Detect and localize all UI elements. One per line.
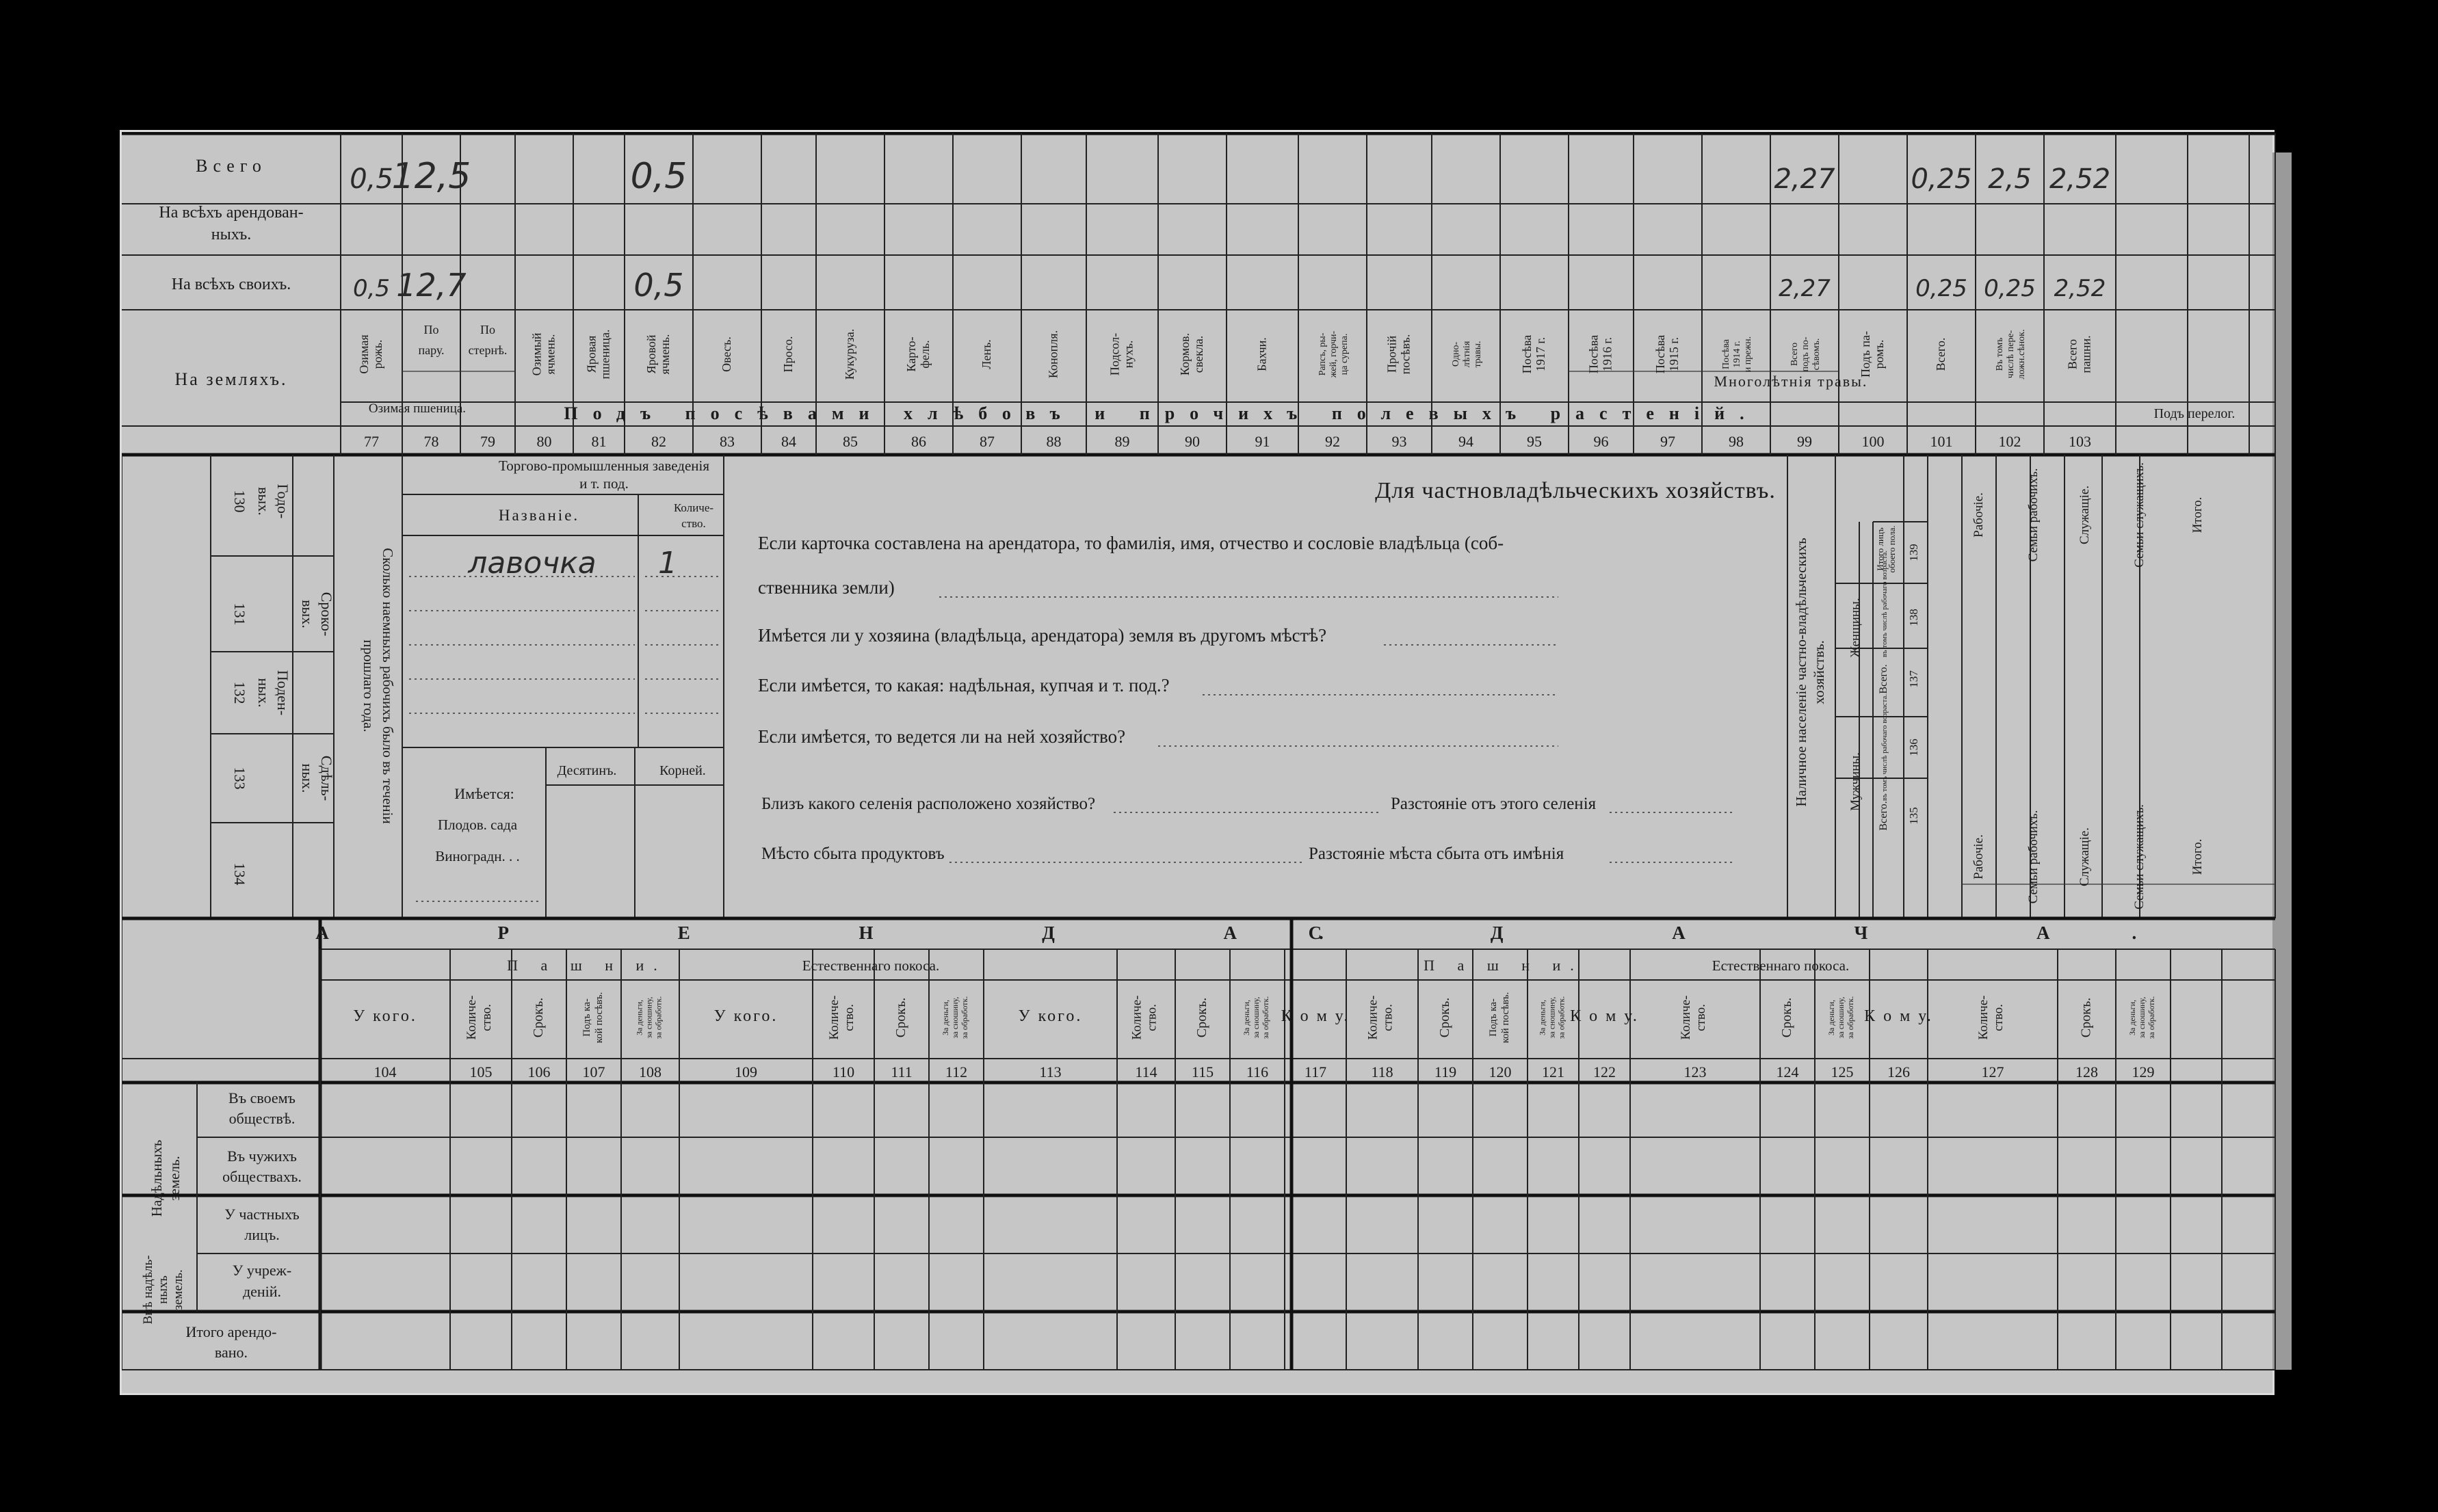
crop-header-27-line2: пашни. xyxy=(2079,335,2093,373)
crop-header-10-line2: фель. xyxy=(918,340,932,369)
bottom-header-9-line2: за сношину, xyxy=(950,996,960,1039)
card-form xyxy=(122,132,2277,1397)
workers-num-130: 130 xyxy=(231,490,248,513)
bottom-col-number-120: 120 xyxy=(1489,1063,1512,1080)
bottom-col-number-104: 104 xyxy=(373,1063,397,1080)
private-q3: Если имѣется, то какая: надѣльная, купчая и т. под.? xyxy=(758,675,1170,695)
workers-num-133: 133 xyxy=(231,767,248,790)
bottom-header-17-line1: Подъ ка- xyxy=(1488,998,1499,1037)
pop-num-137: 137 xyxy=(1907,670,1920,688)
private-q5a: Близъ какого селенія расположено хозяйство? xyxy=(761,795,1096,813)
bottom-header-26-line1: За деньги, xyxy=(2127,999,2137,1036)
trade-korney: Корней. xyxy=(659,763,706,778)
bottom-col-number-106: 106 xyxy=(527,1063,551,1080)
crop-header-21-line1: Посѣва xyxy=(1653,334,1667,374)
pop-itogo-1: Итого лицъ xyxy=(1875,527,1885,571)
pop-col-bottom-1: Рабочіе. xyxy=(1971,834,1986,879)
pop-col-top-5: Итого. xyxy=(2190,496,2205,533)
bottom-table-grid xyxy=(122,918,2275,1370)
top-col-number-84: 84 xyxy=(781,433,796,450)
sdacha-pokos: Естественнаго покоса. xyxy=(1712,957,1850,974)
crop-header-23-line3: сѣвомъ. xyxy=(1811,338,1822,371)
crop-header-17-line2: посѣвъ. xyxy=(1398,334,1413,375)
private-q2: Имѣется ли у хозяина (владѣльца, арендатора) земля въ другомъ мѣстѣ? xyxy=(758,625,1327,646)
row3-a: У частныхъ xyxy=(224,1206,300,1223)
bottom-col-number-117: 117 xyxy=(1304,1063,1327,1080)
top-col-number-85: 85 xyxy=(843,433,858,450)
bottom-header-3: Срокъ. xyxy=(531,997,546,1038)
top-col-number-99: 99 xyxy=(1797,433,1812,450)
pop-col-top-4: Семьи служащихъ. xyxy=(2132,462,2147,568)
bottom-col-number-112: 112 xyxy=(945,1063,968,1080)
top-col-number-83: 83 xyxy=(720,433,735,450)
row1-a: Въ своемъ xyxy=(228,1089,296,1106)
pop-col-bottom-5: Итого. xyxy=(2190,838,2205,875)
bottom-header-14: К о м у. xyxy=(1281,1007,1350,1025)
crop-header-9-line1: Кукуруза. xyxy=(843,328,856,380)
pop-col-top-3: Служащіе. xyxy=(2077,485,2092,545)
bottom-col-number-111: 111 xyxy=(891,1063,913,1080)
bottom-col-number-123: 123 xyxy=(1683,1063,1707,1080)
workers-question-1: Сколько наемныхъ рабочихъ было въ теченіи xyxy=(380,548,396,824)
pop-num-135: 135 xyxy=(1907,807,1920,825)
row-label-arend-2: ныхъ. xyxy=(211,226,252,243)
trade-title-1: Торгово-промышленныя заведенія xyxy=(499,457,709,474)
workers-sdelnykh-1: Сдѣль- xyxy=(318,755,335,801)
bottom-col-number-126: 126 xyxy=(1887,1063,1910,1080)
crop-header-2-line1: По xyxy=(423,323,439,336)
top-col-number-81: 81 xyxy=(591,433,607,450)
crop-header-19-line2: 1917 г. xyxy=(1534,336,1547,372)
bottom-header-8: Срокъ. xyxy=(893,997,908,1038)
bottom-header-24-line1: Количе- xyxy=(1976,995,1991,1040)
bottom-col-number-119: 119 xyxy=(1434,1063,1457,1080)
crop-header-27-line1: Всего xyxy=(2065,339,2080,370)
row-label-arend-1: На всѣхъ арендован- xyxy=(159,204,304,222)
trade-entry-name: лавочка xyxy=(468,546,597,581)
vnenadel-2: ныхъ xyxy=(156,1275,170,1304)
crop-header-6-line2: ячмень. xyxy=(658,334,672,375)
pop-col-top-1: Рабочіе. xyxy=(1971,492,1986,538)
trade-block xyxy=(435,457,713,864)
row4-b: деній. xyxy=(242,1283,282,1300)
trade-desyatin: Десятинъ. xyxy=(557,763,617,778)
bottom-header-16: Срокъ. xyxy=(1437,997,1452,1038)
sdacha-title: С Д А Ч А. xyxy=(1308,923,2219,943)
bottom-col-number-108: 108 xyxy=(639,1063,661,1080)
pop-title-1: Наличное населеніе частно-владѣльческихъ xyxy=(1793,538,1809,807)
crop-header-11-line1: Ленъ. xyxy=(980,339,993,369)
top-col-number-78: 78 xyxy=(423,433,439,450)
crop-header-5-line2: пшеница. xyxy=(598,329,612,380)
hw-svoikh-6: 0,25 xyxy=(1984,275,2036,302)
bottom-col-number-121: 121 xyxy=(1542,1063,1564,1080)
crop-header-18-line1: Одно- xyxy=(1451,341,1461,367)
private-q1b: ственника земли) xyxy=(758,577,895,598)
row-label-svoikh: На всѣхъ своихъ. xyxy=(171,276,291,293)
row3-b: лицъ. xyxy=(244,1226,280,1243)
bottom-header-7-line1: Количе- xyxy=(827,995,841,1040)
top-col-number-82: 82 xyxy=(651,433,666,450)
crop-header-20-line2: 1916 г. xyxy=(1600,336,1614,372)
top-col-number-92: 92 xyxy=(1325,433,1340,450)
crop-header-16-line1: Рапсъ, ры- xyxy=(1318,332,1328,376)
bottom-header-11-line2: ство. xyxy=(1144,1004,1159,1031)
hw-vsego-1: 0,5 xyxy=(350,163,393,195)
bottom-header-20-line2: ство. xyxy=(1694,1004,1708,1031)
bottom-header-11-line1: Количе- xyxy=(1129,995,1144,1040)
bottom-header-1: У кого. xyxy=(353,1007,417,1025)
row5-a: Итого арендо- xyxy=(185,1323,277,1340)
pop-m-vsego: Всего. xyxy=(1878,801,1889,831)
pop-col-bottom-4: Семьи служащихъ. xyxy=(2132,804,2147,910)
top-col-number-96: 96 xyxy=(1593,433,1609,450)
crop-header-25-line1: Всего. xyxy=(1934,337,1948,371)
bottom-column-numbers xyxy=(374,1063,2155,1080)
bottom-col-number-107: 107 xyxy=(582,1063,605,1080)
bottom-header-24-line2: ство. xyxy=(1991,1004,2006,1031)
top-col-number-79: 79 xyxy=(480,433,495,450)
bottom-col-number-115: 115 xyxy=(1191,1063,1214,1080)
bottom-header-13-line3: за обработк. xyxy=(1261,996,1270,1039)
bottom-col-number-110: 110 xyxy=(832,1063,855,1080)
bottom-header-13-line2: за сношину, xyxy=(1251,996,1261,1039)
top-column-numbers xyxy=(364,433,2091,450)
bottom-header-22-line1: За деньги, xyxy=(1826,999,1836,1036)
workers-num-132: 132 xyxy=(231,681,248,704)
bottom-col-number-129: 129 xyxy=(2132,1063,2155,1080)
bottom-header-18-line2: за сношину, xyxy=(1547,996,1557,1039)
crop-header-18-line3: травы. xyxy=(1473,341,1483,368)
workers-num-131: 131 xyxy=(231,602,248,626)
bottom-header-9-line1: За деньги, xyxy=(941,999,950,1036)
top-col-number-87: 87 xyxy=(980,433,995,450)
crop-header-13-line2: нухъ. xyxy=(1121,340,1136,369)
trade-title-2: и т. под. xyxy=(579,475,629,492)
crop-header-14-line1: Кормов. xyxy=(1178,332,1192,376)
bottom-header-9-line3: за обработк. xyxy=(960,996,969,1039)
crop-header-13-line1: Подсол- xyxy=(1107,332,1122,376)
crop-header-16-line3: ца сурепа. xyxy=(1339,333,1350,375)
hw-vsego-3: 0,5 xyxy=(630,156,687,197)
handwritten-top-values xyxy=(350,156,2110,304)
bottom-table-text xyxy=(141,923,2218,1361)
hw-vsego-4: 2,27 xyxy=(1774,163,1835,195)
bottom-header-26-line2: за сношину, xyxy=(2137,996,2147,1039)
crop-header-15-line1: Бахчи. xyxy=(1255,337,1269,371)
crop-header-26-line1: Въ томъ xyxy=(1995,337,2005,371)
bottom-header-18-line1: За деньги, xyxy=(1537,999,1547,1036)
pop-itogo-2: обоего пола. xyxy=(1887,525,1897,573)
top-col-number-103: 103 xyxy=(2069,433,2091,450)
private-title: Для частновладѣльческихъ хозяйствъ. xyxy=(1375,478,1776,503)
top-col-number-101: 101 xyxy=(1930,433,1953,450)
bottom-header-5-line1: За деньги, xyxy=(634,999,644,1036)
pop-col-top-2: Семьи рабочихъ. xyxy=(2026,468,2041,562)
pop-m-rabochego: въ томъ числѣ рабочаго возраста. xyxy=(1880,693,1889,801)
top-col-number-93: 93 xyxy=(1391,433,1407,450)
private-q1a: Если карточка составлена на арендатора, то фамилія, имя, отчество и сословіе владѣльца (соб- xyxy=(758,533,1504,553)
workers-question-2: прошлаго года. xyxy=(361,639,377,732)
crop-header-17-line1: Прочій xyxy=(1385,335,1399,373)
crop-header-3-line1: По xyxy=(480,323,495,336)
trade-entry-qty: 1 xyxy=(658,546,677,581)
crop-header-12-line1: Конопля. xyxy=(1046,330,1060,379)
census-card xyxy=(120,130,2275,1395)
crop-header-10-line1: Карто- xyxy=(904,336,918,372)
top-col-number-95: 95 xyxy=(1527,433,1542,450)
bottom-header-2-line2: ство. xyxy=(480,1004,494,1031)
workers-srokovykh-1: Сроко- xyxy=(318,592,335,637)
top-col-number-97: 97 xyxy=(1660,433,1675,450)
trade-qty-header-1: Количе- xyxy=(673,501,714,514)
bottom-col-number-113: 113 xyxy=(1039,1063,1062,1080)
crop-header-26-line2: числѣ пере- xyxy=(2006,330,2016,379)
crop-header-8-line1: Просо. xyxy=(781,336,795,373)
bottom-header-4-line2: кой посѣвъ. xyxy=(594,992,605,1044)
top-col-number-80: 80 xyxy=(536,433,552,450)
workers-srokovykh-2: вых. xyxy=(299,600,316,628)
bottom-col-number-122: 122 xyxy=(1593,1063,1616,1080)
hw-vsego-7: 2,52 xyxy=(2049,163,2111,195)
pop-col-bottom-2: Семьи рабочихъ. xyxy=(2026,810,2041,904)
arenda-pokos: Естественнаго покоса. xyxy=(802,957,940,974)
hw-svoikh-4: 2,27 xyxy=(1779,275,1831,302)
arenda-pashni: П а ш н и. xyxy=(507,957,667,974)
crop-header-1-line1: Озимая xyxy=(357,334,371,374)
private-q6b: Разстояніе мѣста сбыта отъ имѣнія xyxy=(1309,845,1564,863)
top-col-number-86: 86 xyxy=(911,433,926,450)
bottom-header-15-line1: Количе- xyxy=(1365,995,1380,1040)
group-pod-perelog: Подъ перелог. xyxy=(2153,406,2236,421)
bottom-col-number-124: 124 xyxy=(1776,1063,1799,1080)
bottom-header-22-line2: за сношину, xyxy=(1836,996,1846,1039)
group-mnogoletnie: Многолѣтнія травы. xyxy=(1714,373,1868,390)
crop-header-24-line1: Подъ па- xyxy=(1859,330,1872,378)
crop-header-1-line2: рожь. xyxy=(371,339,384,369)
workers-podennykh-2: ных. xyxy=(255,678,272,708)
nadelnykh-2: земель. xyxy=(166,1156,183,1201)
bottom-header-7-line2: ство. xyxy=(842,1004,856,1031)
top-col-number-102: 102 xyxy=(1998,433,2021,450)
hw-svoikh-3: 0,5 xyxy=(633,267,684,304)
bottom-header-23: К о м у. xyxy=(1864,1007,1933,1025)
crop-header-3-line2: стернѣ. xyxy=(468,343,508,357)
arenda-title: А Р Е Н Д А. xyxy=(315,923,1406,943)
bottom-column-headers xyxy=(353,992,2156,1044)
trade-vinograd: Виноградн. . . xyxy=(435,848,520,864)
bottom-header-20-line1: Количе- xyxy=(1679,995,1693,1040)
row2-a: Въ чужихъ xyxy=(227,1148,297,1165)
pop-muzhchiny: Мужчины. xyxy=(1848,752,1863,811)
pop-z-vsego: Всего. xyxy=(1878,664,1889,694)
crop-header-24-line2: ромъ. xyxy=(1872,339,1886,369)
population-block xyxy=(1793,525,1920,830)
crop-header-19-line1: Посѣва xyxy=(1520,334,1534,374)
bottom-header-18-line3: за обработк. xyxy=(1556,996,1567,1039)
trade-imeetsya: Имѣется: xyxy=(454,785,514,802)
crop-header-2-line2: пару. xyxy=(418,343,445,357)
bottom-header-6: У кого. xyxy=(713,1007,778,1025)
bottom-header-13-line1: За деньги, xyxy=(1242,999,1251,1036)
population-right-columns xyxy=(1971,462,2205,910)
workers-podennykh-1: Поден- xyxy=(274,669,291,716)
crop-header-22-line3: и прежн. xyxy=(1743,336,1753,373)
group-ozimaya-pshenica: Озимая пшеница. xyxy=(368,401,467,416)
bottom-header-21: Срокъ. xyxy=(1779,997,1794,1038)
bottom-header-15-line2: ство. xyxy=(1380,1004,1395,1031)
bottom-col-number-128: 128 xyxy=(2075,1063,2098,1080)
hw-vsego-5: 0,25 xyxy=(1911,163,1972,195)
hw-vsego-2: 12,5 xyxy=(391,156,471,197)
workers-godovykh-2: вых. xyxy=(255,487,272,516)
hw-svoikh-2: 12,7 xyxy=(396,267,467,304)
crop-header-18-line2: лѣтнія xyxy=(1462,341,1472,368)
crop-header-14-line2: свекла. xyxy=(1192,335,1205,373)
crop-header-23-line1: Всего xyxy=(1790,342,1800,367)
private-q5b: Разстояніе отъ этого селенія xyxy=(1391,795,1597,813)
trade-qty-header-2: ство. xyxy=(681,517,706,530)
top-col-number-98: 98 xyxy=(1729,433,1744,450)
crop-header-23-line2: подъ по- xyxy=(1800,336,1811,372)
trade-sad: Плодов. сада xyxy=(437,817,518,833)
bottom-col-number-118: 118 xyxy=(1371,1063,1393,1080)
bottom-header-5-line2: за сношину, xyxy=(644,996,654,1039)
pop-num-138: 138 xyxy=(1907,609,1920,626)
bottom-header-25: Срокъ. xyxy=(2078,997,2094,1038)
workers-num-134: 134 xyxy=(231,862,248,886)
bottom-header-17-line2: кой посѣвъ. xyxy=(1500,992,1511,1044)
crop-header-6-line1: Яровой xyxy=(644,334,658,374)
bottom-col-number-127: 127 xyxy=(1981,1063,2004,1080)
bottom-header-26-line3: за обработк. xyxy=(2147,996,2156,1039)
bottom-col-number-105: 105 xyxy=(469,1063,493,1080)
top-col-number-94: 94 xyxy=(1458,433,1473,450)
crop-header-4-line1: Озимый xyxy=(529,332,544,376)
row-label-na-zemlyakh: На земляхъ. xyxy=(174,369,288,389)
bottom-header-4-line1: Подъ ка- xyxy=(581,998,592,1037)
top-col-number-91: 91 xyxy=(1255,433,1270,450)
private-q4: Если имѣется, то ведется ли на ней хозяйство? xyxy=(758,726,1126,747)
workers-sdelnykh-2: ных. xyxy=(299,763,316,793)
bottom-col-number-116: 116 xyxy=(1246,1063,1269,1080)
bottom-header-12: Срокъ. xyxy=(1194,997,1209,1038)
bottom-header-5-line3: за обработк. xyxy=(653,996,664,1039)
row-label-vsego: Всего xyxy=(196,156,267,176)
private-farms-block xyxy=(758,478,1776,863)
crop-header-21-line2: 1915 г. xyxy=(1667,336,1681,372)
sdacha-pashni: П а ш н и. xyxy=(1424,957,1584,974)
row2-b: обществахъ. xyxy=(222,1168,302,1185)
bottom-header-2-line1: Количе- xyxy=(464,995,479,1040)
top-col-number-88: 88 xyxy=(1046,433,1062,450)
row1-b: обществѣ. xyxy=(228,1110,296,1127)
hired-workers-block xyxy=(231,484,396,886)
pop-title-2: хозяйствъ. xyxy=(1811,640,1827,704)
bottom-header-19: К о м у. xyxy=(1570,1007,1639,1025)
crop-header-7-line1: Овесъ. xyxy=(720,336,733,372)
bottom-header-10: У кого. xyxy=(1018,1007,1083,1025)
hw-svoikh-5: 0,25 xyxy=(1915,275,1967,302)
top-col-number-89: 89 xyxy=(1114,433,1130,450)
top-col-number-77: 77 xyxy=(364,433,379,450)
crop-header-20-line1: Посѣва xyxy=(1586,334,1601,374)
nadelnykh-1: Надѣльныхъ xyxy=(148,1139,165,1217)
banner-posevy: Подъ посѣвами хлѣбовъ и прочихъ полевыхъ растеній. xyxy=(564,403,1759,423)
vnenadel-1: Внѣ надѣль- xyxy=(141,1255,155,1325)
workers-godovykh-1: Годо- xyxy=(274,483,291,519)
hw-svoikh-1: 0,5 xyxy=(352,275,391,302)
crop-header-4-line2: ячмень. xyxy=(543,334,558,375)
bottom-col-number-125: 125 xyxy=(1831,1063,1854,1080)
pop-col-bottom-3: Служащіе. xyxy=(2077,827,2092,887)
crop-header-16-line2: жей, горчи- xyxy=(1328,330,1339,378)
row5-b: вано. xyxy=(214,1344,248,1361)
pop-zhenshchiny: Женщины. xyxy=(1848,598,1863,658)
hw-vsego-6: 2,5 xyxy=(1988,163,2032,195)
vnenadel-3: земель. xyxy=(171,1269,185,1310)
crop-header-26-line3: ложн.сѣнок. xyxy=(2017,329,2027,380)
hw-svoikh-7: 2,52 xyxy=(2054,275,2106,302)
private-q6a: Мѣсто сбыта продуктовъ xyxy=(761,845,945,863)
crop-header-22-line2: 1914 г. xyxy=(1732,341,1742,368)
top-col-number-90: 90 xyxy=(1185,433,1200,450)
row4-a: У учреж- xyxy=(232,1262,292,1279)
pop-num-139: 139 xyxy=(1907,544,1920,561)
trade-name-header: Названіе. xyxy=(498,507,580,524)
top-col-number-100: 100 xyxy=(1861,433,1885,450)
crop-header-5-line1: Яровая xyxy=(584,335,599,373)
crop-header-22-line1: Посѣва xyxy=(1721,339,1731,369)
bottom-col-number-109: 109 xyxy=(735,1063,757,1080)
bottom-header-22-line3: за обработк. xyxy=(1846,996,1855,1039)
pop-num-136: 136 xyxy=(1907,739,1920,756)
pop-z-rabochego: въ томъ числѣ рабочаго возраста. xyxy=(1880,550,1889,658)
bottom-col-number-114: 114 xyxy=(1135,1063,1157,1080)
